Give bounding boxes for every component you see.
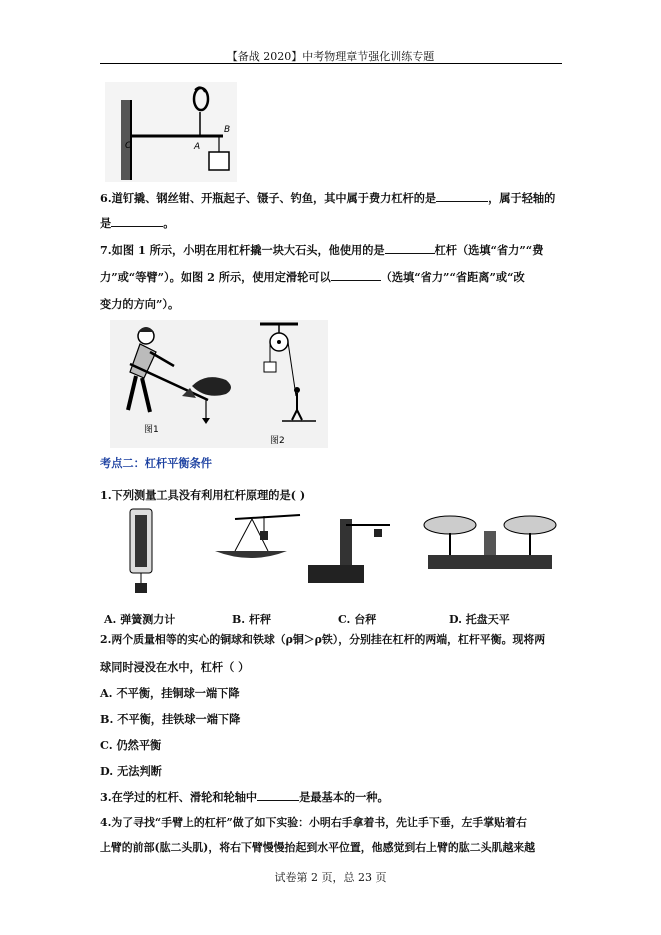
q2-line1: 2.两个质量相等的实心的铜球和铁球（ρ铜＞ρ铁），分别挂在杠杆的两端，杠杆平衡。现将两: [100, 633, 546, 646]
label-b: B: [224, 125, 231, 135]
q4-line1: 4.为了寻找“手臂上的杠杆”做了如下实验：小明右手拿着书，先让手下垂，左手掌贴着右: [100, 816, 527, 829]
q1-option-a: A. 弹簧测力计: [104, 613, 176, 626]
q3-line: 3.在学过的杠杆、滑轮和轮轴中 是最基本的一种。: [100, 790, 389, 804]
spring-scale-icon: [130, 509, 152, 593]
steelyard-icon: [215, 515, 300, 558]
q2-option-c: C. 仍然平衡: [100, 738, 162, 752]
q3-blank: [257, 789, 299, 801]
q6-blank-1: [436, 190, 488, 202]
platform-scale-icon: [308, 519, 390, 583]
header-divider: [100, 63, 562, 64]
q6-line1: 6.道钉撬、钢丝钳、开瓶起子、镊子、钓鱼，其中属于费力杠杆的是 ，属于轻轴的: [100, 191, 556, 205]
q2-option-d: D. 无法判断: [100, 764, 162, 778]
label-o: O: [125, 141, 133, 151]
q2-option-b: B. 不平衡，挂铁球一端下降: [100, 712, 241, 726]
q6-blank-2: [111, 215, 163, 227]
q1-option-b: B. 杆秤: [232, 613, 271, 626]
q7-blank-2: [331, 269, 381, 281]
q2-line2: 球同时浸没在水中，杠杆（ ）: [100, 660, 250, 674]
page-header: 【备战 2020】中考物理章节强化训练专题: [226, 50, 435, 63]
q4-line2: 上臂的前部(肱二头肌)，将右下臂慢慢抬起到水平位置，他感觉到右上臂的肱二头肌越来越: [100, 841, 536, 854]
q7-line2: 力”或“等臂”）。如图 2 所示，使用定滑轮可以 （选填“省力”“省距离”或“改: [100, 270, 525, 284]
wall-hatch: [121, 100, 133, 180]
q1-stem: 1.下列测量工具没有利用杠杆原理的是( ): [100, 488, 306, 502]
q1-instruments-figure: [100, 505, 570, 605]
tray-balance-icon: [424, 516, 556, 569]
fig1-label: 图1: [144, 425, 159, 435]
q1-option-d: D. 托盘天平: [449, 613, 510, 626]
q7-figures: [110, 320, 328, 448]
q6-line2: 是 。: [100, 216, 175, 230]
lever-figure: [105, 82, 237, 182]
fig2-label: 图2: [270, 436, 285, 446]
page-footer: 试卷第 2 页，总 23 页: [274, 871, 387, 884]
section-title: 考点二：杠杆平衡条件: [100, 456, 212, 470]
q7-blank-1: [385, 242, 435, 254]
label-a: A: [194, 142, 201, 152]
q7-line3: 变力的方向”）。: [100, 297, 180, 311]
q1-option-c: C. 台秤: [338, 613, 377, 626]
q7-line1: 7.如图 1 所示，小明在用杠杆撬一块大石头，他使用的是 杠杆（选填“省力”“费: [100, 243, 544, 257]
q2-option-a: A. 不平衡，挂铜球一端下降: [100, 686, 240, 700]
weight-block: [209, 152, 229, 170]
